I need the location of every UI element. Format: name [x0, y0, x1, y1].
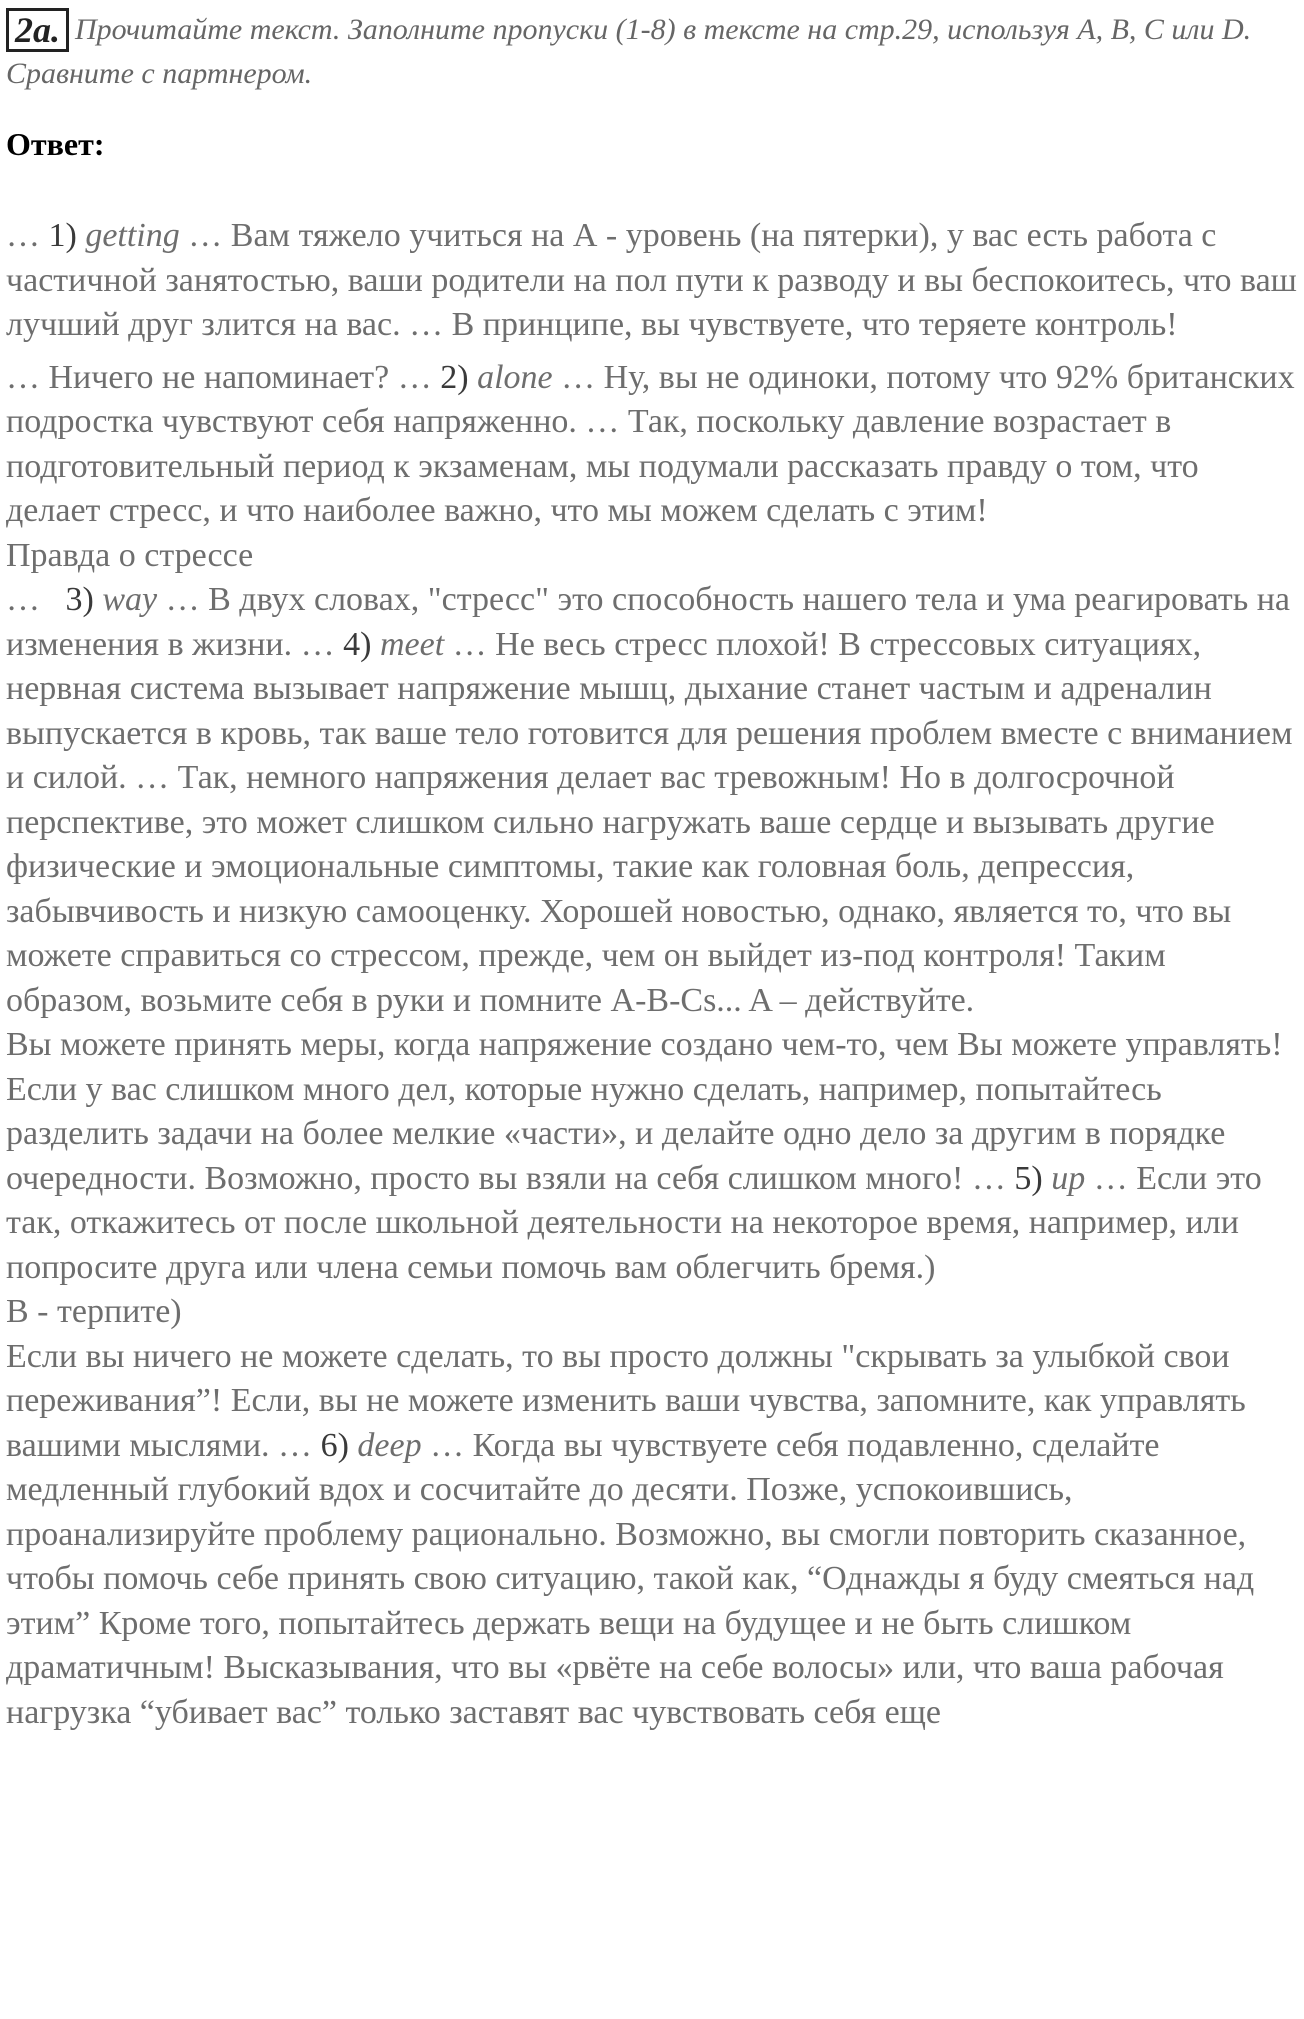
blank-answer: alone	[477, 358, 553, 396]
blank-number: 5)	[1014, 1159, 1043, 1197]
blank-answer: meet	[379, 625, 445, 663]
paragraph-3	[6, 578, 1300, 1023]
text-run: …	[6, 581, 66, 618]
paragraph-4	[6, 1023, 1300, 1290]
section-heading: B - терпите)	[6, 1293, 182, 1330]
task-header	[6, 8, 1296, 96]
text-run: … Когда вы чувствуете себя подавленно, сделайте медленный глубокий вдох и сосчитайте до десяти. Позже, успокоившись, проанализируйте проблему рационально. Возможно, вы смогли повторить сказанное, чтобы помочь себе принять свою ситуацию, такой как, “Однажды я буду смеяться над этим” Кроме того, попытайтесь держать вещи на будущее и не быть слишком драматичным! Высказывания, что вы «рвёте на себе волосы» или, что ваша рабочая нагрузка “убивает вас” только заставят вас чувствовать себя еще	[6, 1426, 1255, 1731]
text-run: Если вы ничего не можете сделать, то вы просто должны "скрывать за улыбкой свои переживания”! Если, вы не можете изменить ваши чувства, запомните, как управлять вашими мыслями. …	[6, 1337, 1246, 1464]
paragraph-5	[6, 1335, 1300, 1736]
answer-label: Ответ:	[6, 126, 105, 162]
text-run: Вы можете принять меры, когда напряжение создано чем-то, чем Вы можете управлять! Если у вас слишком много дел, которые нужно сделать, например, попытайтесь разделить задачи на более мелкие «части», и делайте одно дело за другим в порядке очередности. Возможно, просто вы взяли на себя слишком много! …	[6, 1026, 1283, 1197]
blank-number: 1)	[48, 217, 77, 254]
text-run: … Если это так, откажитесь от после школьной деятельности на некоторое время, например, или попросите друга или члена семьи помочь вам облегчить бремя.)	[6, 1159, 1262, 1286]
blank-answer: getting	[85, 217, 180, 254]
text-run: … Ничего не напоминает? …	[6, 358, 441, 396]
blank-answer: up	[1051, 1159, 1086, 1197]
text-run: …	[6, 217, 49, 254]
text-run: … Не весь стресс плохой! В стрессовых ситуациях, нервная система вызывает напряжение мышц, дыхание станет частым и адреналин выпускается в кровь, так ваше тело готовится для решения проблем вместе с вниманием и силой. … Так, немного напряжения делает вас тревожным! Но в долгосрочной перспективе, это может слишком сильно нагружать ваше сердце и вызывать другие физические и эмоциональные симптомы, такие как головная боль, депрессия, забывчивость и низкую самооценку. Хорошей новостью, однако, является то, что вы можете справиться со стрессом, прежде, чем он выйдет из-под контроля! Таким образом, возьмите себя в руки и помните A-B-Cs... A – действуйте.	[6, 625, 1293, 1019]
text-run: … В двух словах, "стресс" это способность нашего тела и ума реагировать на изменения в жизни. …	[6, 581, 1290, 663]
text-run: … Ну, вы не одиноки, потому что 92% британских подростка чувствуют себя напряженно. … Так, поскольку давление возрастает в подготовительный период к экзаменам, мы подумали рассказать правду о том, что делает стресс, и что наиболее важно, что мы можем сделать с этим!	[6, 358, 1295, 529]
blank-number: 3)	[65, 581, 94, 618]
paragraph-1	[6, 214, 1300, 348]
blank-number: 2)	[440, 358, 469, 396]
task-instruction: Прочитайте текст. Заполните пропуски (1-8) в тексте на стр.29, используя A, B, C или D. Сравните с партнером.	[6, 13, 1252, 90]
blank-number: 4)	[343, 625, 372, 663]
blank-answer: way	[102, 581, 158, 618]
section-heading: Правда о стрессе	[6, 536, 254, 574]
blank-answer: deep	[357, 1426, 422, 1464]
task-number-badge: 2a.	[6, 8, 69, 52]
answer-text	[6, 214, 1300, 1735]
paragraph-2	[6, 356, 1300, 534]
blank-number: 6)	[320, 1426, 349, 1464]
text-run: … Вам тяжело учиться на А - уровень (на пятерки), у вас есть работа с частичной занятостью, ваши родители на пол пути к разводу и вы беспокоитесь, что ваш лучший друг злится на вас. … В принципе, вы чувствуете, что теряете контроль!	[6, 217, 1297, 343]
